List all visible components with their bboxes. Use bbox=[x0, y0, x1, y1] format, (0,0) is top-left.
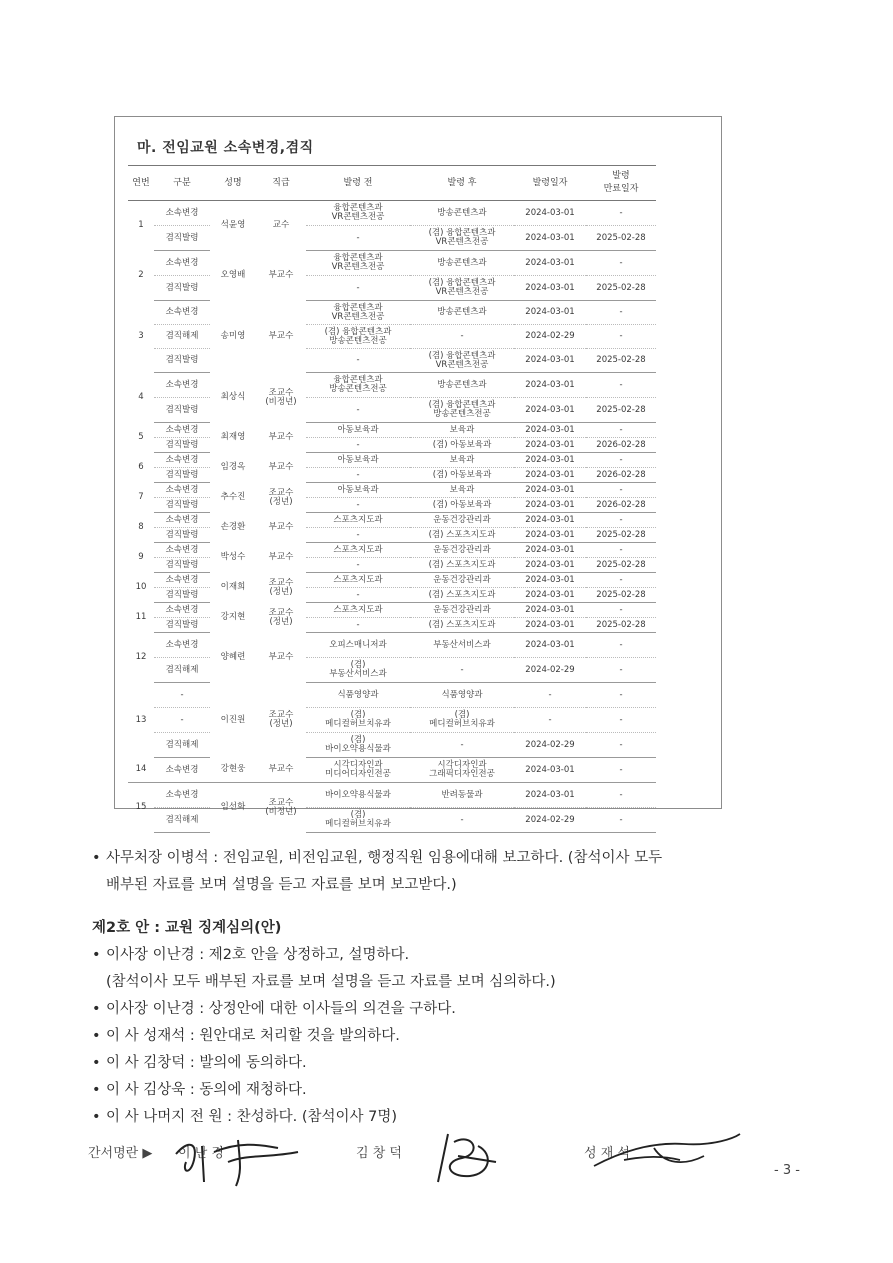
cell-end-date: - bbox=[586, 573, 656, 588]
cell-no: 8 bbox=[138, 522, 144, 532]
cell-after: (겸) 스포츠지도과 bbox=[410, 558, 514, 573]
cell-date: 2024-02-29 bbox=[514, 808, 586, 833]
cell-type: 겸직발령 bbox=[154, 438, 210, 453]
cell-before: (겸) 융합콘텐츠과 방송콘텐츠전공 bbox=[306, 325, 410, 349]
cell-date: 2024-03-01 bbox=[514, 783, 586, 808]
table-row bbox=[128, 468, 656, 483]
cell-before: 스포츠지도과 bbox=[306, 543, 410, 558]
cell-end-date: - bbox=[586, 633, 656, 658]
cell-end-date: 2025-02-28 bbox=[586, 349, 656, 373]
cell-date: 2024-03-01 bbox=[514, 513, 586, 528]
cell-name: 추수진 bbox=[220, 492, 246, 502]
cell-before: 스포츠지도과 bbox=[306, 603, 410, 618]
cell-name: 이재희 bbox=[220, 582, 246, 592]
cell-end-date: - bbox=[586, 543, 656, 558]
cell-name: 박성수 bbox=[220, 552, 246, 562]
cell-no: 15 bbox=[135, 802, 147, 813]
cell-rank: 부교수 bbox=[268, 522, 294, 532]
table-header-row bbox=[128, 166, 656, 201]
table-row bbox=[128, 498, 656, 513]
table-row bbox=[128, 633, 656, 658]
table-row bbox=[128, 226, 656, 251]
cell-before: 융합콘텐츠과 VR콘텐츠전공 bbox=[306, 251, 410, 276]
table-row bbox=[128, 373, 656, 398]
cell-date: 2024-03-01 bbox=[514, 301, 586, 325]
cell-after: (겸) 아동보육과 bbox=[410, 468, 514, 483]
cell-after: (겸) 스포츠지도과 bbox=[410, 528, 514, 543]
cell-after: 시각디자인과 그래픽디자인전공 bbox=[410, 758, 514, 783]
cell-type: 소속변경 bbox=[154, 453, 210, 468]
cell-end-date: - bbox=[586, 808, 656, 833]
cell-no: 6 bbox=[138, 462, 144, 472]
cell-rank: 부교수 bbox=[268, 552, 294, 562]
cell-end-date: - bbox=[586, 373, 656, 398]
cell-end-date: - bbox=[586, 658, 656, 683]
cell-before: - bbox=[306, 398, 410, 423]
cell-after: (겸) 스포츠지도과 bbox=[410, 588, 514, 603]
cell-no: 4 bbox=[138, 392, 144, 402]
table-row bbox=[128, 423, 656, 438]
cell-type: 소속변경 bbox=[154, 513, 210, 528]
appointment-table bbox=[128, 165, 656, 833]
cell-no: 1 bbox=[138, 220, 144, 231]
cell-after: 부동산서비스과 bbox=[410, 633, 514, 658]
cell-before: - bbox=[306, 226, 410, 251]
cell-type: 겸직발령 bbox=[154, 398, 210, 423]
cell-end-date: 2026-02-28 bbox=[586, 438, 656, 453]
section-title: 마. 전임교원 소속변경,겸직 bbox=[137, 140, 314, 156]
cell-type: 겸직발령 bbox=[154, 588, 210, 603]
signature-label: 간서명란 ▶ bbox=[88, 1146, 153, 1161]
cell-type: 소속변경 bbox=[154, 633, 210, 658]
cell-date: 2024-03-01 bbox=[514, 558, 586, 573]
column-header: 구분 bbox=[154, 166, 210, 201]
column-header: 발령 만료일자 bbox=[586, 166, 656, 201]
cell-end-date: - bbox=[586, 683, 656, 708]
cell-after: 방송콘텐츠과 bbox=[410, 251, 514, 276]
cell-after: 보육과 bbox=[410, 423, 514, 438]
cell-rank: 조교수 (정년) bbox=[268, 607, 294, 627]
cell-before: 식품영양과 bbox=[306, 683, 410, 708]
cell-rank: 조교수 (정년) bbox=[268, 487, 294, 507]
cell-after: 보육과 bbox=[410, 483, 514, 498]
cell-before: (겸) 부동산서비스과 bbox=[306, 658, 410, 683]
signature-row bbox=[88, 1140, 828, 1190]
cell-rank: 부교수 bbox=[268, 331, 294, 341]
cell-rank: 조교수 (정년) bbox=[268, 710, 294, 729]
cell-no: 7 bbox=[138, 492, 144, 502]
column-header: 직급 bbox=[256, 166, 306, 201]
cell-type: 소속변경 bbox=[154, 783, 210, 808]
cell-name: 양혜련 bbox=[220, 652, 246, 662]
column-header: 성명 bbox=[210, 166, 256, 201]
cell-after: (겸) 융합콘텐츠과 VR콘텐츠전공 bbox=[410, 276, 514, 301]
cell-end-date: 2025-02-28 bbox=[586, 276, 656, 301]
cell-before: 스포츠지도과 bbox=[306, 513, 410, 528]
cell-after: 운동건강관리과 bbox=[410, 603, 514, 618]
cell-rank: 조교수 (비정년) bbox=[265, 797, 297, 817]
cell-date: 2024-03-01 bbox=[514, 758, 586, 783]
column-header: 발령일자 bbox=[514, 166, 586, 201]
table-row bbox=[128, 483, 656, 498]
cell-rank: 부교수 bbox=[268, 270, 294, 280]
table-row bbox=[128, 618, 656, 633]
cell-type: 소속변경 bbox=[154, 483, 210, 498]
cell-after: 방송콘텐츠과 bbox=[410, 201, 514, 226]
cell-name: 최상식 bbox=[220, 392, 246, 402]
cell-after: - bbox=[410, 658, 514, 683]
cell-date: - bbox=[514, 708, 586, 733]
page-number: - 3 - bbox=[774, 1163, 800, 1178]
cell-type: 겸직발령 bbox=[154, 276, 210, 301]
cell-end-date: 2026-02-28 bbox=[586, 468, 656, 483]
cell-before: - bbox=[306, 528, 410, 543]
column-header: 발령 전 bbox=[306, 166, 410, 201]
cell-date: 2024-03-01 bbox=[514, 633, 586, 658]
cell-end-date: - bbox=[586, 603, 656, 618]
cell-end-date: - bbox=[586, 251, 656, 276]
cell-type: 겸직발령 bbox=[154, 468, 210, 483]
cell-after: 운동건강관리과 bbox=[410, 513, 514, 528]
cell-end-date: 2025-02-28 bbox=[586, 528, 656, 543]
handwritten-signature-1 bbox=[168, 1132, 308, 1192]
cell-type: 소속변경 bbox=[154, 603, 210, 618]
table-row bbox=[128, 783, 656, 808]
cell-date: 2024-03-01 bbox=[514, 453, 586, 468]
cell-end-date: - bbox=[586, 301, 656, 325]
table-row bbox=[128, 558, 656, 573]
cell-name: 오영배 bbox=[220, 270, 246, 280]
cell-before: 오피스매니저과 bbox=[306, 633, 410, 658]
cell-date: - bbox=[514, 683, 586, 708]
cell-type: 겸직해제 bbox=[154, 658, 210, 683]
cell-no: 10 bbox=[135, 582, 147, 592]
cell-end-date: 2025-02-28 bbox=[586, 588, 656, 603]
cell-type: 소속변경 bbox=[154, 543, 210, 558]
cell-no: 11 bbox=[135, 612, 147, 622]
cell-no: 14 bbox=[128, 758, 154, 783]
cell-rank: 교수 bbox=[272, 220, 290, 231]
cell-name: 손경환 bbox=[220, 522, 246, 532]
signer-name-1: 이 난 경 bbox=[178, 1146, 224, 1161]
cell-type: 소속변경 bbox=[154, 201, 210, 226]
table-row bbox=[128, 758, 656, 783]
cell-no: 2 bbox=[138, 270, 144, 280]
minutes-item: • 이 사 김창덕 : 발의에 동의하다. bbox=[92, 1055, 307, 1071]
cell-before: - bbox=[306, 618, 410, 633]
cell-name: 송미영 bbox=[220, 331, 246, 341]
cell-date: 2024-03-01 bbox=[514, 618, 586, 633]
handwritten-signature-2 bbox=[418, 1126, 508, 1190]
cell-before: (겸) 메디컬허브치유과 bbox=[306, 808, 410, 833]
cell-end-date: 2025-02-28 bbox=[586, 398, 656, 423]
cell-end-date: 2026-02-28 bbox=[586, 498, 656, 513]
cell-type: 겸직발령 bbox=[154, 558, 210, 573]
cell-after: (겸) 아동보육과 bbox=[410, 438, 514, 453]
table-row bbox=[128, 201, 656, 226]
cell-before: 아동보육과 bbox=[306, 453, 410, 468]
cell-rank: 조교수 (정년) bbox=[268, 577, 294, 597]
cell-end-date: - bbox=[586, 758, 656, 783]
cell-end-date: - bbox=[586, 513, 656, 528]
cell-end-date: - bbox=[586, 783, 656, 808]
cell-name: 강현웅 bbox=[210, 758, 256, 783]
cell-no: 5 bbox=[138, 432, 144, 442]
cell-date: 2024-03-01 bbox=[514, 398, 586, 423]
table-row bbox=[128, 808, 656, 833]
cell-type: 겸직해제 bbox=[154, 733, 210, 758]
cell-type: 소속변경 bbox=[154, 251, 210, 276]
cell-name: 석윤영 bbox=[220, 220, 246, 231]
cell-date: 2024-03-01 bbox=[514, 573, 586, 588]
minutes-item: • 이 사 김상욱 : 동의에 재청하다. bbox=[92, 1082, 307, 1098]
cell-end-date: 2025-02-28 bbox=[586, 618, 656, 633]
cell-date: 2024-03-01 bbox=[514, 588, 586, 603]
table-row bbox=[128, 658, 656, 683]
cell-end-date: - bbox=[586, 201, 656, 226]
cell-after: 운동건강관리과 bbox=[410, 543, 514, 558]
cell-after: 방송콘텐츠과 bbox=[410, 301, 514, 325]
table-row bbox=[128, 708, 656, 733]
table-row bbox=[128, 301, 656, 325]
cell-name: 최재영 bbox=[220, 432, 246, 442]
cell-before: (겸) 메디컬허브치유과 bbox=[306, 708, 410, 733]
agenda-title: 제2호 안 : 교원 징계심의(안) bbox=[92, 920, 282, 936]
cell-before: 융합콘텐츠과 방송콘텐츠전공 bbox=[306, 373, 410, 398]
cell-type: 겸직발령 bbox=[154, 618, 210, 633]
cell-rank: 조교수 (비정년) bbox=[265, 387, 297, 407]
cell-after: (겸) 스포츠지도과 bbox=[410, 618, 514, 633]
cell-before: - bbox=[306, 349, 410, 373]
cell-name: 이진원 bbox=[220, 714, 246, 725]
cell-date: 2024-03-01 bbox=[514, 468, 586, 483]
cell-date: 2024-03-01 bbox=[514, 276, 586, 301]
cell-name: 임선화 bbox=[220, 802, 246, 813]
table-row bbox=[128, 251, 656, 276]
cell-rank: 부교수 bbox=[256, 758, 306, 783]
cell-date: 2024-03-01 bbox=[514, 201, 586, 226]
cell-date: 2024-03-01 bbox=[514, 373, 586, 398]
cell-date: 2024-03-01 bbox=[514, 349, 586, 373]
table-row bbox=[128, 543, 656, 558]
table-row bbox=[128, 588, 656, 603]
cell-after: - bbox=[410, 325, 514, 349]
cell-before: 바이오약용식물과 bbox=[306, 783, 410, 808]
cell-date: 2024-03-01 bbox=[514, 543, 586, 558]
cell-after: 방송콘텐츠과 bbox=[410, 373, 514, 398]
cell-before: 아동보육과 bbox=[306, 423, 410, 438]
minutes-item-sub: (참석이사 모두 배부된 자료를 보며 설명을 듣고 자료를 보며 심의하다.) bbox=[106, 974, 556, 990]
cell-after: (겸) 융합콘텐츠과 VR콘텐츠전공 bbox=[410, 349, 514, 373]
cell-after: (겸) 메디컬허브치유과 bbox=[410, 708, 514, 733]
table-row bbox=[128, 325, 656, 349]
handwritten-signature-3 bbox=[584, 1130, 744, 1180]
cell-before: - bbox=[306, 558, 410, 573]
cell-type: 소속변경 bbox=[154, 373, 210, 398]
cell-end-date: - bbox=[586, 453, 656, 468]
cell-after: 운동건강관리과 bbox=[410, 573, 514, 588]
table-row bbox=[128, 528, 656, 543]
cell-rank: 부교수 bbox=[268, 652, 294, 662]
cell-no: 13 bbox=[135, 714, 147, 725]
cell-before: 아동보육과 bbox=[306, 483, 410, 498]
cell-before: 스포츠지도과 bbox=[306, 573, 410, 588]
cell-before: - bbox=[306, 588, 410, 603]
report-line-cont: 배부된 자료를 보며 설명을 듣고 자료를 보며 보고받다.) bbox=[106, 877, 457, 893]
table-row bbox=[128, 683, 656, 708]
signer-name-3: 성 재 석 bbox=[584, 1146, 630, 1161]
signer-name-2: 김 창 덕 bbox=[356, 1146, 402, 1161]
cell-date: 2024-03-01 bbox=[514, 498, 586, 513]
cell-type: 겸직해제 bbox=[154, 808, 210, 833]
cell-date: 2024-03-01 bbox=[514, 483, 586, 498]
cell-type: 소속변경 bbox=[154, 573, 210, 588]
cell-after: 보육과 bbox=[410, 453, 514, 468]
cell-before: 시각디자인과 미디어디자인전공 bbox=[306, 758, 410, 783]
cell-no: 9 bbox=[138, 552, 144, 562]
cell-end-date: 2025-02-28 bbox=[586, 226, 656, 251]
cell-date: 2024-03-01 bbox=[514, 226, 586, 251]
table-row bbox=[128, 276, 656, 301]
minutes-notes bbox=[92, 845, 822, 1131]
cell-rank: 부교수 bbox=[268, 462, 294, 472]
cell-date: 2024-03-01 bbox=[514, 251, 586, 276]
table-row bbox=[128, 398, 656, 423]
cell-type: 소속변경 bbox=[154, 758, 210, 783]
cell-before: - bbox=[306, 498, 410, 513]
cell-type: 겸직발령 bbox=[154, 528, 210, 543]
cell-before: - bbox=[306, 468, 410, 483]
table-row bbox=[128, 603, 656, 618]
cell-no: 12 bbox=[135, 652, 147, 662]
column-header: 연번 bbox=[128, 166, 154, 201]
cell-type: 겸직발령 bbox=[154, 226, 210, 251]
cell-after: - bbox=[410, 733, 514, 758]
cell-end-date: - bbox=[586, 733, 656, 758]
table-row bbox=[128, 733, 656, 758]
report-line: • 사무처장 이병석 : 전임교원, 비전임교원, 행정직원 임용에대해 보고하다. (참석이사 모두 bbox=[92, 850, 663, 866]
cell-date: 2024-03-01 bbox=[514, 528, 586, 543]
cell-date: 2024-03-01 bbox=[514, 603, 586, 618]
table-row bbox=[128, 513, 656, 528]
cell-date: 2024-02-29 bbox=[514, 733, 586, 758]
cell-after: (겸) 아동보육과 bbox=[410, 498, 514, 513]
cell-type: 겸직발령 bbox=[154, 349, 210, 373]
cell-end-date: - bbox=[586, 325, 656, 349]
cell-after: (겸) 융합콘텐츠과 방송콘텐츠전공 bbox=[410, 398, 514, 423]
table-row bbox=[128, 349, 656, 373]
minutes-item: • 이 사 성재석 : 원안대로 처리할 것을 발의하다. bbox=[92, 1028, 400, 1044]
cell-after: - bbox=[410, 808, 514, 833]
table-row bbox=[128, 453, 656, 468]
cell-type: 소속변경 bbox=[154, 301, 210, 325]
cell-after: 식품영양과 bbox=[410, 683, 514, 708]
cell-before: - bbox=[306, 438, 410, 453]
cell-before: 융합콘텐츠과 VR콘텐츠전공 bbox=[306, 201, 410, 226]
cell-type: 소속변경 bbox=[154, 423, 210, 438]
cell-end-date: - bbox=[586, 708, 656, 733]
cell-date: 2024-02-29 bbox=[514, 325, 586, 349]
cell-end-date: - bbox=[586, 423, 656, 438]
cell-date: 2024-03-01 bbox=[514, 423, 586, 438]
cell-end-date: - bbox=[586, 483, 656, 498]
minutes-item: • 이 사 나머지 전 원 : 찬성하다. (참석이사 7명) bbox=[92, 1109, 398, 1125]
cell-before: - bbox=[306, 276, 410, 301]
cell-end-date: 2025-02-28 bbox=[586, 558, 656, 573]
cell-type: 겸직해제 bbox=[154, 325, 210, 349]
table-row bbox=[128, 573, 656, 588]
cell-after: (겸) 융합콘텐츠과 VR콘텐츠전공 bbox=[410, 226, 514, 251]
cell-type: - bbox=[154, 683, 210, 708]
minutes-item: • 이사장 이난경 : 제2호 안을 상정하고, 설명하다. bbox=[92, 947, 410, 963]
cell-before: (겸) 바이오약용식물과 bbox=[306, 733, 410, 758]
table-row bbox=[128, 438, 656, 453]
cell-rank: 부교수 bbox=[268, 432, 294, 442]
cell-no: 3 bbox=[138, 331, 144, 341]
column-header: 발령 후 bbox=[410, 166, 514, 201]
cell-after: 반려동물과 bbox=[410, 783, 514, 808]
cell-date: 2024-03-01 bbox=[514, 438, 586, 453]
cell-name: 강지현 bbox=[220, 612, 246, 622]
cell-before: 융합콘텐츠과 VR콘텐츠전공 bbox=[306, 301, 410, 325]
cell-date: 2024-02-29 bbox=[514, 658, 586, 683]
cell-name: 임경옥 bbox=[220, 462, 246, 472]
minutes-item: • 이사장 이난경 : 상정안에 대한 이사들의 의견을 구하다. bbox=[92, 1001, 456, 1017]
cell-type: - bbox=[154, 708, 210, 733]
cell-type: 겸직발령 bbox=[154, 498, 210, 513]
